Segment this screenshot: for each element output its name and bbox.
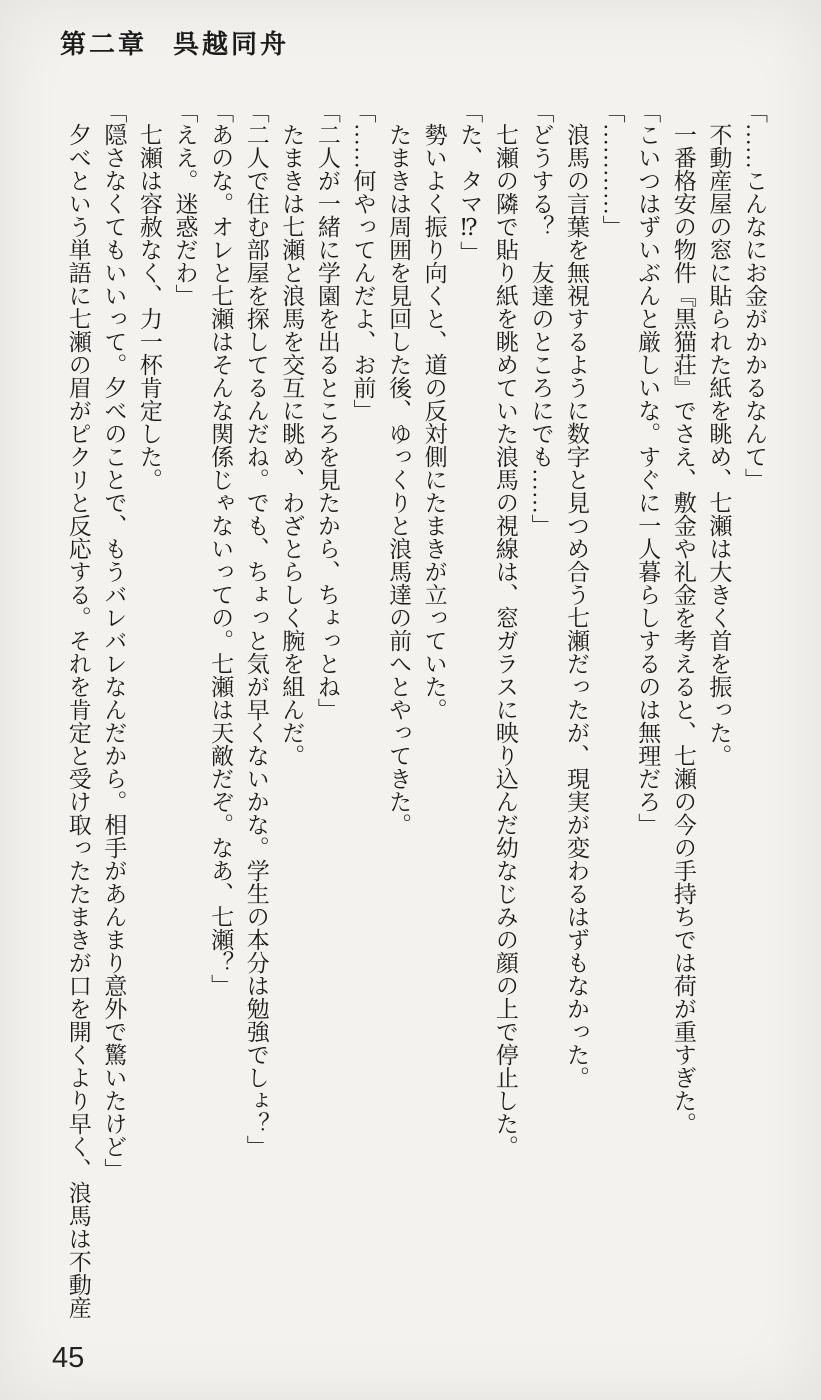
dialogue-line: 「あのな。オレと七瀬はそんな関係じゃないっての。七瀬は天敵だぞ。なあ、七瀬？」	[208, 100, 234, 997]
page-number: 45	[52, 1342, 85, 1374]
dialogue-line: 「どうする？ 友達のところにでも……」	[528, 100, 554, 537]
dialogue-line: 「……何やってんだよ、お前」	[350, 100, 376, 422]
chapter-number: 第二章	[60, 30, 148, 59]
narration-line: 夕べという単語に七瀬の眉がピクリと反応する。それを肯定と受け取ったたまきが口を開くより早く、浪馬は不動産	[65, 123, 91, 1319]
narration-line: たまきは周囲を見回した後、ゆっくりと浪馬達の前へとやってきた。	[386, 123, 412, 836]
chapter-header	[60, 24, 289, 61]
dialogue-line: 「た、タマ⁉」	[457, 100, 483, 264]
dialogue-line: 「二人が一緒に学園を出るところを見たから、ちょっとね」	[314, 100, 340, 721]
narration-line: 不動産屋の窓に貼られた紙を眺め、七瀬は大きく首を振った。	[706, 123, 732, 767]
narration-line: 七瀬の隣で貼り紙を眺めていた浪馬の視線は、窓ガラスに映り込んだ幼なじみの顔の上で停止した。	[492, 123, 518, 1158]
dialogue-line: 「こいつはずいぶんと厳しいな。すぐに一人暮らしするのは無理だろ」	[635, 100, 661, 836]
vertical-text-body	[60, 100, 772, 1332]
narration-line: 七瀬は容赦なく、力一杯肯定した。	[136, 123, 162, 491]
narration-line: 勢いよく振り向くと、道の反対側にたまきが立っていた。	[421, 123, 447, 721]
dialogue-line: 「ええ。迷惑だわ」	[172, 100, 198, 307]
dialogue-line: 「隠さなくてもいいって。夕べのことで、もうバレバレなんだから。相手があんまり意外で驚いたけど」	[101, 100, 127, 1181]
narration-line: 浪馬の言葉を無視するように数字と見つめ合う七瀬だったが、現実が変わるはずもなかった。	[564, 123, 590, 1089]
chapter-title: 呉越同舟	[173, 30, 290, 59]
narration-line: たまきは七瀬と浪馬を交互に眺め、わざとらしく腕を組んだ。	[279, 123, 305, 767]
dialogue-line: 「…………」	[599, 100, 625, 238]
narration-line: 一番格安の物件『黒猫荘』でさえ、敷金や礼金を考えると、七瀬の今の手持ちでは荷が重すぎた。	[670, 123, 696, 1135]
dialogue-line: 「……こんなにお金がかかるなんて」	[742, 100, 767, 491]
dialogue-line: 「二人で住む部屋を探してるんだね。でも、ちょっと気が早くないかな。学生の本分は勉強でしょ？」	[243, 100, 269, 1158]
